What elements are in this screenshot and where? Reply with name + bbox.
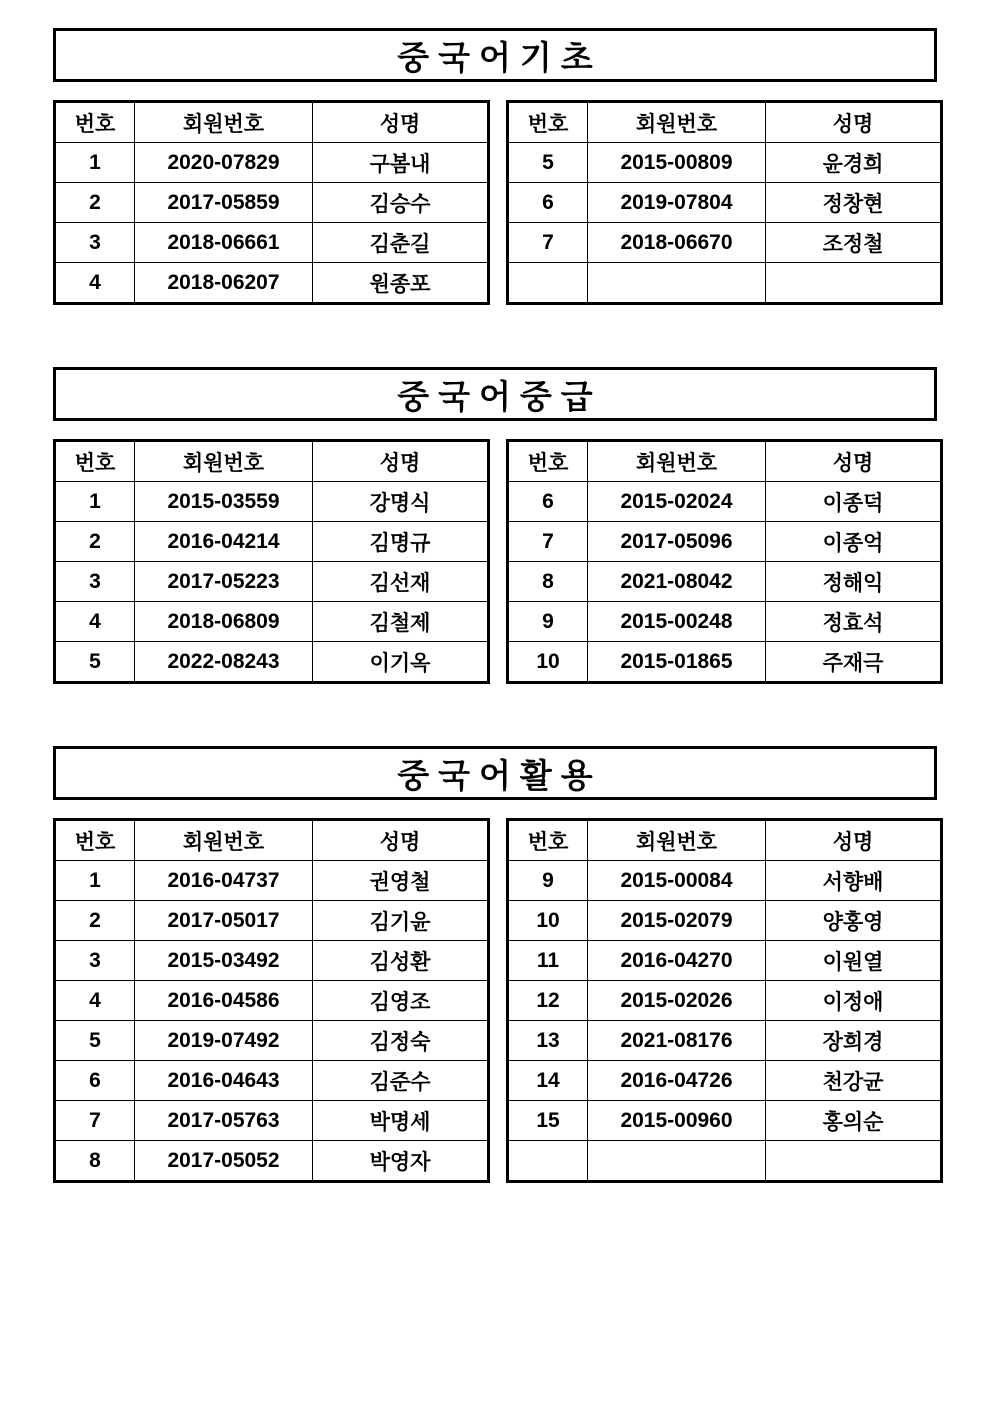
table-row bbox=[55, 1061, 489, 1101]
member-id-cell: 2017-05763 bbox=[135, 1101, 313, 1141]
no-cell: 2 bbox=[55, 522, 135, 562]
name-cell: 강명식 bbox=[313, 482, 489, 522]
name-cell: 정해익 bbox=[766, 562, 942, 602]
name-cell: 양홍영 bbox=[766, 901, 942, 941]
table-row bbox=[55, 901, 489, 941]
name-cell: 김성환 bbox=[313, 941, 489, 981]
member-id-cell: 2015-01865 bbox=[588, 642, 766, 683]
name-cell: 구봄내 bbox=[313, 143, 489, 183]
table-row bbox=[55, 223, 489, 263]
no-cell: 6 bbox=[508, 183, 588, 223]
header-row bbox=[55, 441, 489, 482]
no-cell: 14 bbox=[508, 1061, 588, 1101]
column-header-no: 번호 bbox=[508, 441, 588, 482]
header-row bbox=[508, 102, 942, 143]
header-row bbox=[55, 820, 489, 861]
column-header-no: 번호 bbox=[55, 102, 135, 143]
table-row bbox=[508, 642, 942, 683]
member-id-cell: 2015-02026 bbox=[588, 981, 766, 1021]
column-header-name: 성명 bbox=[313, 441, 489, 482]
no-cell: 15 bbox=[508, 1101, 588, 1141]
member-id-cell: 2018-06670 bbox=[588, 223, 766, 263]
member-id-cell: 2017-05859 bbox=[135, 183, 313, 223]
table-row bbox=[508, 1021, 942, 1061]
section-title: 중국어중급 bbox=[397, 377, 602, 415]
table-row bbox=[508, 223, 942, 263]
no-cell: 7 bbox=[508, 223, 588, 263]
name-cell: 원종포 bbox=[313, 263, 489, 304]
table-row bbox=[55, 602, 489, 642]
name-cell: 김기윤 bbox=[313, 901, 489, 941]
member-id-cell: 2015-00960 bbox=[588, 1101, 766, 1141]
no-cell: 3 bbox=[55, 941, 135, 981]
member-id-cell: 2019-07804 bbox=[588, 183, 766, 223]
sections-container bbox=[53, 28, 937, 1183]
member-id-cell: 2015-00809 bbox=[588, 143, 766, 183]
table-row bbox=[55, 1021, 489, 1061]
name-cell: 정효석 bbox=[766, 602, 942, 642]
member-id-cell: 2017-05223 bbox=[135, 562, 313, 602]
table-row bbox=[508, 562, 942, 602]
name-cell: 이종덕 bbox=[766, 482, 942, 522]
section-title: 중국어기초 bbox=[397, 38, 602, 76]
member-id-cell: 2018-06661 bbox=[135, 223, 313, 263]
no-cell bbox=[508, 1141, 588, 1182]
name-cell: 서향배 bbox=[766, 861, 942, 901]
section-3 bbox=[53, 746, 937, 1183]
column-header-name: 성명 bbox=[766, 820, 942, 861]
member-id-cell: 2017-05017 bbox=[135, 901, 313, 941]
table-row bbox=[508, 861, 942, 901]
name-cell: 김정숙 bbox=[313, 1021, 489, 1061]
no-cell: 1 bbox=[55, 482, 135, 522]
name-cell: 김명규 bbox=[313, 522, 489, 562]
no-cell: 9 bbox=[508, 602, 588, 642]
table-row bbox=[508, 143, 942, 183]
name-cell: 장희경 bbox=[766, 1021, 942, 1061]
table-row bbox=[55, 562, 489, 602]
member-id-cell: 2015-03559 bbox=[135, 482, 313, 522]
member-id-cell: 2015-03492 bbox=[135, 941, 313, 981]
table-row bbox=[508, 1061, 942, 1101]
name-cell: 주재극 bbox=[766, 642, 942, 683]
column-header-member-id: 회원번호 bbox=[588, 441, 766, 482]
column-header-name: 성명 bbox=[766, 441, 942, 482]
section-title-box bbox=[53, 28, 937, 82]
name-cell: 홍의순 bbox=[766, 1101, 942, 1141]
name-cell bbox=[766, 1141, 942, 1182]
no-cell: 6 bbox=[55, 1061, 135, 1101]
no-cell: 11 bbox=[508, 941, 588, 981]
member-id-cell: 2015-00248 bbox=[588, 602, 766, 642]
member-id-cell: 2019-07492 bbox=[135, 1021, 313, 1061]
no-cell: 10 bbox=[508, 901, 588, 941]
table-row bbox=[55, 941, 489, 981]
name-cell: 김선재 bbox=[313, 562, 489, 602]
column-header-member-id: 회원번호 bbox=[135, 102, 313, 143]
table-row bbox=[508, 602, 942, 642]
header-row bbox=[508, 820, 942, 861]
roster-table-2 bbox=[506, 818, 943, 1183]
member-id-cell: 2015-02024 bbox=[588, 482, 766, 522]
table-row bbox=[55, 143, 489, 183]
no-cell: 1 bbox=[55, 143, 135, 183]
member-id-cell: 2015-00084 bbox=[588, 861, 766, 901]
column-header-member-id: 회원번호 bbox=[135, 820, 313, 861]
column-header-name: 성명 bbox=[313, 820, 489, 861]
member-id-cell bbox=[588, 1141, 766, 1182]
tables-row bbox=[53, 439, 937, 684]
table-row bbox=[508, 981, 942, 1021]
member-id-cell: 2016-04643 bbox=[135, 1061, 313, 1101]
no-cell: 12 bbox=[508, 981, 588, 1021]
section-title-box bbox=[53, 367, 937, 421]
member-id-cell: 2016-04726 bbox=[588, 1061, 766, 1101]
name-cell: 김승수 bbox=[313, 183, 489, 223]
table-row bbox=[55, 263, 489, 304]
column-header-no: 번호 bbox=[508, 820, 588, 861]
table-row bbox=[55, 482, 489, 522]
member-id-cell: 2016-04214 bbox=[135, 522, 313, 562]
member-id-cell: 2015-02079 bbox=[588, 901, 766, 941]
no-cell: 6 bbox=[508, 482, 588, 522]
name-cell: 조정철 bbox=[766, 223, 942, 263]
table-row bbox=[55, 981, 489, 1021]
name-cell: 이정애 bbox=[766, 981, 942, 1021]
member-id-cell: 2016-04270 bbox=[588, 941, 766, 981]
name-cell: 이기옥 bbox=[313, 642, 489, 683]
roster-table-1 bbox=[53, 100, 490, 305]
member-id-cell: 2018-06809 bbox=[135, 602, 313, 642]
member-id-cell: 2020-07829 bbox=[135, 143, 313, 183]
column-header-member-id: 회원번호 bbox=[588, 102, 766, 143]
name-cell: 김철제 bbox=[313, 602, 489, 642]
no-cell: 3 bbox=[55, 223, 135, 263]
no-cell: 4 bbox=[55, 981, 135, 1021]
header-row bbox=[508, 441, 942, 482]
no-cell: 10 bbox=[508, 642, 588, 683]
table-row bbox=[508, 941, 942, 981]
no-cell: 4 bbox=[55, 263, 135, 304]
member-id-cell: 2022-08243 bbox=[135, 642, 313, 683]
tables-row bbox=[53, 100, 937, 305]
name-cell: 김준수 bbox=[313, 1061, 489, 1101]
column-header-no: 번호 bbox=[508, 102, 588, 143]
table-row bbox=[55, 1101, 489, 1141]
section-title: 중국어활용 bbox=[397, 756, 602, 794]
no-cell: 5 bbox=[508, 143, 588, 183]
roster-table-2 bbox=[506, 439, 943, 684]
table-row bbox=[508, 901, 942, 941]
roster-table-1 bbox=[53, 818, 490, 1183]
table-row bbox=[55, 861, 489, 901]
column-header-name: 성명 bbox=[766, 102, 942, 143]
column-header-member-id: 회원번호 bbox=[135, 441, 313, 482]
name-cell: 박영자 bbox=[313, 1141, 489, 1182]
table-row bbox=[508, 482, 942, 522]
section-1 bbox=[53, 28, 937, 305]
name-cell: 박명세 bbox=[313, 1101, 489, 1141]
member-id-cell: 2021-08176 bbox=[588, 1021, 766, 1061]
table-row bbox=[55, 1141, 489, 1182]
no-cell: 9 bbox=[508, 861, 588, 901]
member-id-cell: 2017-05096 bbox=[588, 522, 766, 562]
table-row bbox=[508, 183, 942, 223]
member-id-cell: 2021-08042 bbox=[588, 562, 766, 602]
column-header-no: 번호 bbox=[55, 441, 135, 482]
name-cell: 이원열 bbox=[766, 941, 942, 981]
header-row bbox=[55, 102, 489, 143]
column-header-member-id: 회원번호 bbox=[588, 820, 766, 861]
member-id-cell: 2018-06207 bbox=[135, 263, 313, 304]
name-cell: 김영조 bbox=[313, 981, 489, 1021]
table-row bbox=[508, 522, 942, 562]
name-cell bbox=[766, 263, 942, 304]
table-row bbox=[508, 1101, 942, 1141]
no-cell: 13 bbox=[508, 1021, 588, 1061]
name-cell: 권영철 bbox=[313, 861, 489, 901]
empty-row bbox=[508, 1141, 942, 1182]
tables-row bbox=[53, 818, 937, 1183]
member-id-cell bbox=[588, 263, 766, 304]
name-cell: 천강균 bbox=[766, 1061, 942, 1101]
no-cell: 7 bbox=[508, 522, 588, 562]
name-cell: 윤경희 bbox=[766, 143, 942, 183]
roster-table-1 bbox=[53, 439, 490, 684]
name-cell: 정창현 bbox=[766, 183, 942, 223]
column-header-no: 번호 bbox=[55, 820, 135, 861]
column-header-name: 성명 bbox=[313, 102, 489, 143]
table-row bbox=[55, 183, 489, 223]
no-cell: 3 bbox=[55, 562, 135, 602]
no-cell bbox=[508, 263, 588, 304]
no-cell: 4 bbox=[55, 602, 135, 642]
no-cell: 7 bbox=[55, 1101, 135, 1141]
no-cell: 2 bbox=[55, 183, 135, 223]
no-cell: 5 bbox=[55, 1021, 135, 1061]
no-cell: 1 bbox=[55, 861, 135, 901]
no-cell: 8 bbox=[508, 562, 588, 602]
empty-row bbox=[508, 263, 942, 304]
member-id-cell: 2016-04737 bbox=[135, 861, 313, 901]
section-2 bbox=[53, 367, 937, 684]
no-cell: 2 bbox=[55, 901, 135, 941]
no-cell: 5 bbox=[55, 642, 135, 683]
member-id-cell: 2017-05052 bbox=[135, 1141, 313, 1182]
table-row bbox=[55, 522, 489, 562]
member-id-cell: 2016-04586 bbox=[135, 981, 313, 1021]
roster-table-2 bbox=[506, 100, 943, 305]
name-cell: 김춘길 bbox=[313, 223, 489, 263]
table-row bbox=[55, 642, 489, 683]
section-title-box bbox=[53, 746, 937, 800]
no-cell: 8 bbox=[55, 1141, 135, 1182]
name-cell: 이종억 bbox=[766, 522, 942, 562]
